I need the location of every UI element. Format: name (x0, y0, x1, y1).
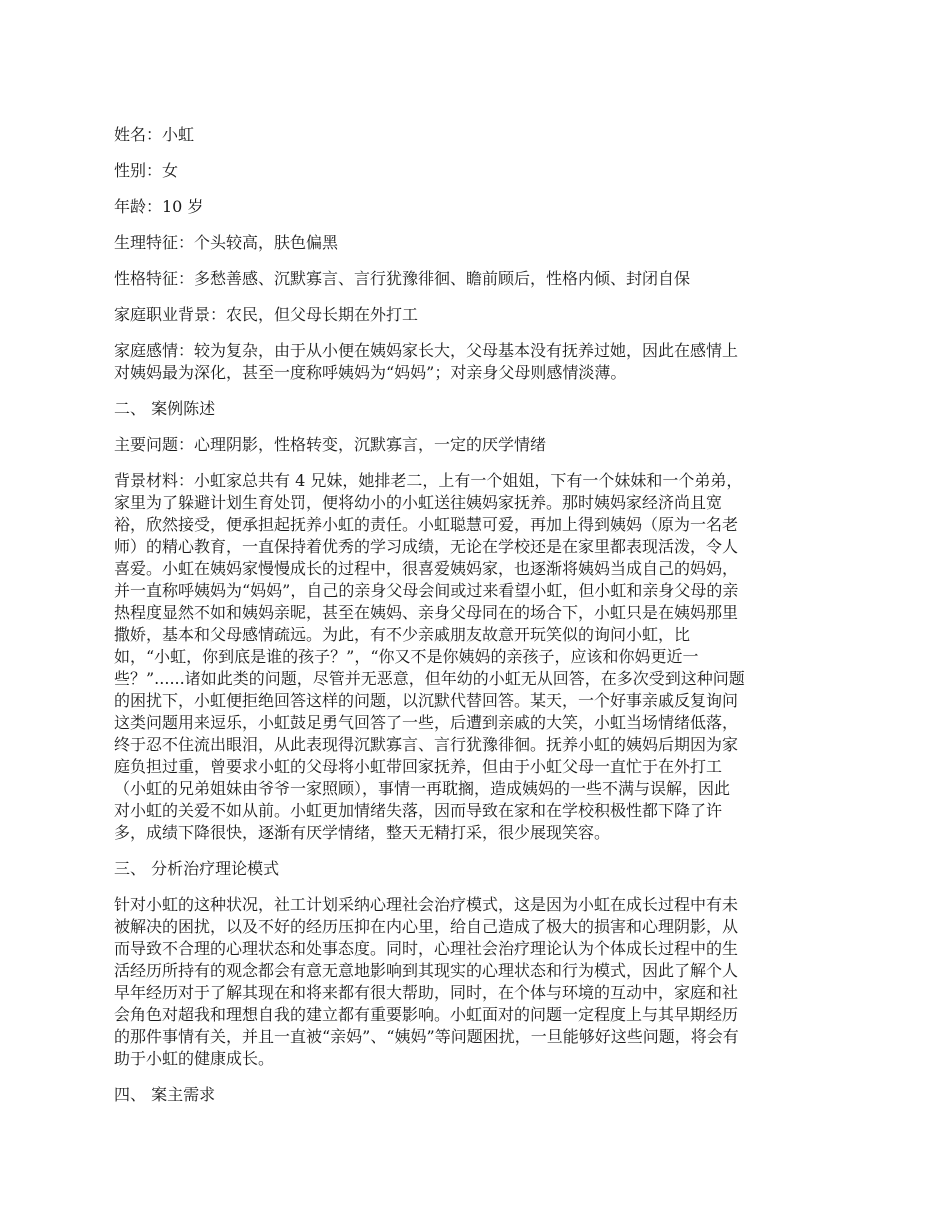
text-line: 这类问题用来逗乐，小虹鼓足勇气回答了一些，后遭到亲戚的大笑，小虹当场情绪低落， (114, 713, 739, 732)
profile-family-job: 家庭职业背景：农民，但父母长期在外打工 (114, 305, 419, 324)
profile-gender: 性别：女 (114, 161, 179, 180)
text-line: 针对小虹的这种状况，社工计划采纳心理社会治疗模式，这是因为小虹在成长过程中有未 (114, 895, 739, 914)
text-line: 对小虹的关爱不如从前。小虹更加情绪失落，因而导致在家和在学校积极性都下降了许 (114, 801, 723, 820)
text-line: 终于忍不住流出眼泪，从此表现得沉默寡言、言行犹豫徘徊。抚养小虹的姨妈后期因为家 (114, 735, 739, 754)
text-line: 助于小虹的健康成长。 (114, 1049, 275, 1068)
text-line: 如，“小虹，你到底是谁的孩子？”，“你又不是你姨妈的亲孩子，应该和你妈更近一 (114, 647, 699, 666)
text-line: 些？”......诸如此类的问题，尽管并无恶意，但年幼的小虹无从回答，在多次受到这种问题 (114, 669, 745, 688)
section-heading-case-statement: 二、 案例陈述 (114, 399, 216, 418)
text-line: 师）的精心教育，一直保持着优秀的学习成绩，无论在学校还是在家里都表现活泼，令人 (114, 537, 739, 556)
text-line: 被解决的困扰，以及不好的经历压抑在内心里，给自己造成了极大的损害和心理阴影，从 (114, 917, 739, 936)
text-line: 家庭感情：较为复杂，由于从小便在姨妈家长大，父母基本没有抚养过她，因此在感情上 (114, 341, 739, 360)
text-line: 活经历所持有的观念都会有意无意地影响到其现实的心理状态和行为模式，因此了解个人 (114, 961, 739, 980)
text-line: 喜爱。小虹在姨妈家慢慢成长的过程中，很喜爱姨妈家，也逐渐将姨妈当成自己的妈妈， (114, 559, 739, 578)
theory-paragraph (114, 894, 842, 1070)
text-line: 庭负担过重，曾要求小虹的父母将小虹带回家抚养，但由于小虹父母一直忙于在外打工 (114, 757, 723, 776)
text-line: 会角色对超我和理想自我的建立都有重要影响。小虹面对的问题一定程度上与其早期经历 (114, 1005, 739, 1024)
profile-age: 年龄：10 岁 (114, 197, 204, 216)
text-line: 对姨妈最为深化，甚至一度称呼姨妈为“妈妈”；对亲身父母则感情淡薄。 (114, 363, 627, 382)
text-line: 多，成绩下降很快，逐渐有厌学情绪，整天无精打采，很少展现笑容。 (114, 823, 611, 842)
text-line: 撒娇，基本和父母感情疏远。为此，有不少亲戚朋友故意开玩笑似的询问小虹，比 (114, 625, 691, 644)
section-heading-theory: 三、 分析治疗理论模式 (114, 859, 280, 878)
text-line: 背景材料：小虹家总共有 4 兄妹，她排老二，上有一个姐姐，下有一个妹妹和一个弟弟， (114, 471, 743, 490)
text-line: 家里为了躲避计划生育处罚，便将幼小的小虹送往姨妈家抚养。那时姨妈家经济尚且宽 (114, 493, 723, 512)
text-line: 而导致不合理的心理状态和处事态度。同时，心理社会治疗理论认为个体成长过程中的生 (114, 939, 739, 958)
section-heading-client-needs: 四、 案主需求 (114, 1085, 216, 1104)
profile-physical: 生理特征：个头较高，肤色偏黑 (114, 233, 339, 252)
text-line: 的那件事情有关，并且一直被“亲妈”、“姨妈”等问题困扰，一旦能够好这些问题，将会有 (114, 1027, 739, 1046)
profile-family-emotion (114, 340, 842, 384)
text-line: 早年经历对于了解其现在和将来都有很大帮助，同时，在个体与环境的互动中，家庭和社 (114, 983, 739, 1002)
text-line: 并一直称呼姨妈为“妈妈”，自己的亲身父母会间或过来看望小虹，但小虹和亲身父母的亲 (114, 581, 739, 600)
text-line: 热程度显然不如和姨妈亲昵，甚至在姨妈、亲身父母同在的场合下，小虹只是在姨妈那里 (114, 603, 739, 622)
profile-personality: 性格特征：多愁善感、沉默寡言、言行犹豫徘徊、瞻前顾后，性格内倾、封闭自保 (114, 269, 691, 288)
text-line: 的困扰下，小虹便拒绝回答这样的问题，以沉默代替回答。某天，一个好事亲戚反复询问 (114, 691, 739, 710)
background-paragraph (114, 470, 842, 844)
main-problem: 主要问题：心理阴影，性格转变，沉默寡言，一定的厌学情绪 (114, 435, 547, 454)
profile-name: 姓名：小虹 (114, 125, 195, 144)
text-line: 裕，欣然接受，便承担起抚养小虹的责任。小虹聪慧可爱，再加上得到姨妈（原为一名老 (114, 515, 739, 534)
text-line: （小虹的兄弟姐妹由爷爷一家照顾），事情一再耽搁，造成姨妈的一些不满与误解，因此 (114, 779, 731, 798)
